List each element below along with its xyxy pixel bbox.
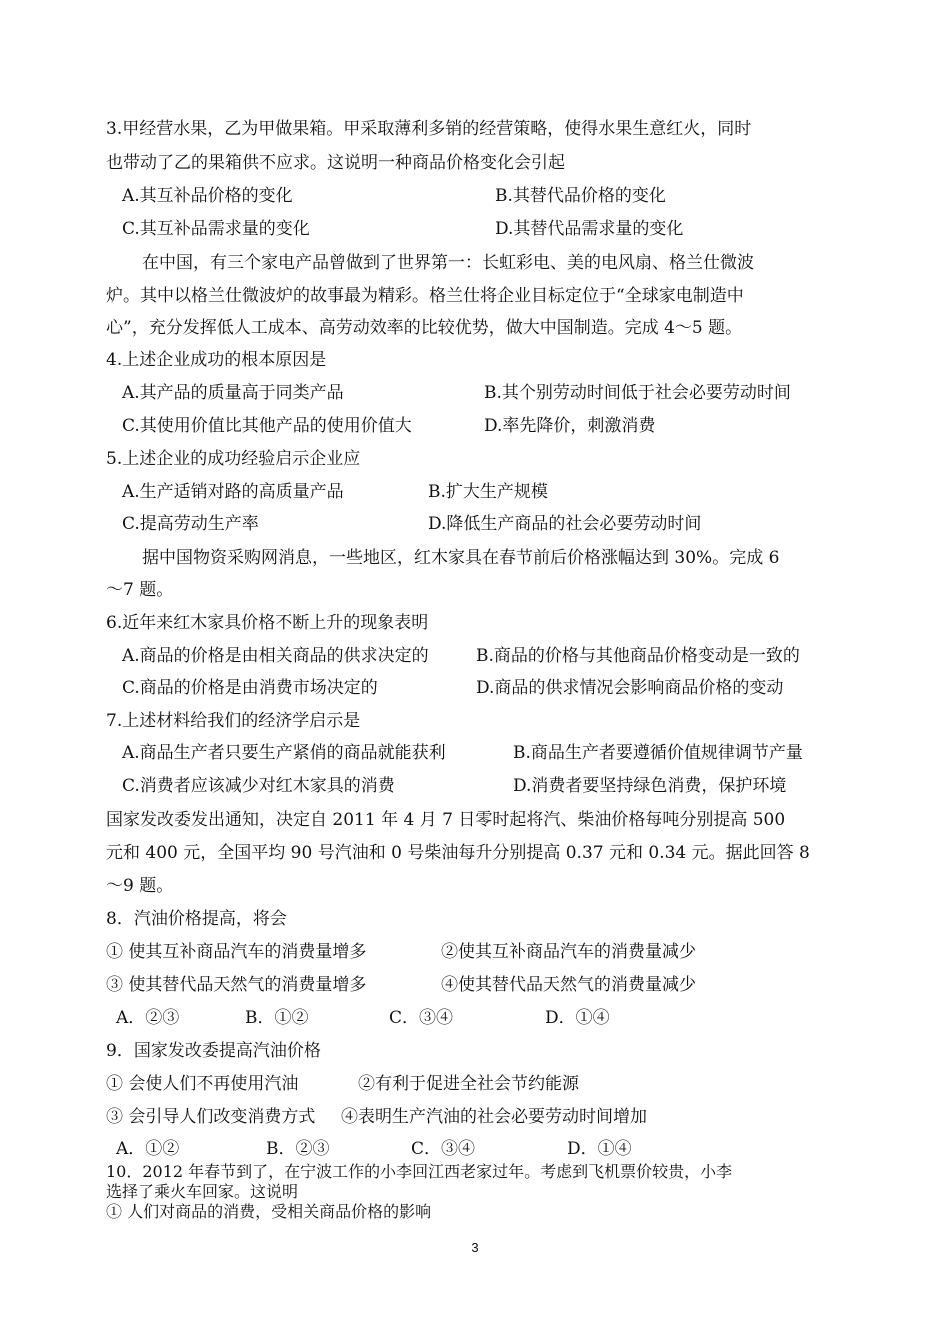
q9-option-a: A．①② xyxy=(116,1139,180,1159)
q7-option-a: A.商品生产者只要生产紧俏的商品就能获利 xyxy=(122,743,446,763)
q5-stem: 5.上述企业的成功经验启示企业应 xyxy=(106,449,361,469)
material-6-7-line-2: ～7 题。 xyxy=(106,580,174,600)
material-8-9-line-1: 国家发改委发出通知，决定自 2011 年 4 月 7 日零时起将汽、柴油价格每吨分别提高 500 xyxy=(106,810,786,830)
q8-option-b: B．①② xyxy=(245,1008,309,1028)
material-4-5-line-2: 炉。其中以格兰仕微波炉的故事最为精彩。格兰仕将企业目标定位于“全球家电制造中 xyxy=(106,286,744,306)
q8-stem: 8．汽油价格提高，将会 xyxy=(106,909,287,929)
q10-statement-1: ① 人们对商品的消费，受相关商品价格的影响 xyxy=(106,1202,432,1221)
q3-option-d: D.其替代品需求量的变化 xyxy=(495,219,684,239)
q4-stem: 4.上述企业成功的根本原因是 xyxy=(106,350,327,370)
q5-option-b: B.扩大生产规模 xyxy=(428,482,548,502)
q9-stem: 9．国家发改委提高汽油价格 xyxy=(106,1041,321,1061)
q9-statement-1: ① 会使人们不再使用汽油 xyxy=(106,1074,299,1094)
q6-option-a: A.商品的价格是由相关商品的供求决定的 xyxy=(122,646,429,666)
q7-option-c: C.消费者应该减少对红木家具的消费 xyxy=(122,776,395,796)
material-4-5-line-3: 心”，充分发挥低人工成本、高劳动效率的比较优势，做大中国制造。完成 4～5 题。 xyxy=(106,318,743,338)
q9-option-b: B．②③ xyxy=(266,1139,330,1159)
q10-stem-line-2: 选择了乘火车回家。这说明 xyxy=(106,1182,299,1201)
q4-option-a: A.其产品的质量高于同类产品 xyxy=(122,383,344,403)
q3-option-c: C.其互补品需求量的变化 xyxy=(122,219,310,239)
material-4-5-line-1: 在中国，有三个家电产品曾做到了世界第一：长虹彩电、美的电风扇、格兰仕微波 xyxy=(142,253,754,273)
q5-option-d: D.降低生产商品的社会必要劳动时间 xyxy=(428,514,702,534)
q8-option-c: C．③④ xyxy=(389,1008,454,1028)
q6-stem: 6.近年来红木家具价格不断上升的现象表明 xyxy=(106,613,429,633)
q8-statement-2: ②使其互补商品汽车的消费量减少 xyxy=(441,942,696,962)
material-8-9-line-3: ～9 题。 xyxy=(106,876,174,896)
q9-statement-4: ④表明生产汽油的社会必要劳动时间增加 xyxy=(341,1107,647,1127)
q6-option-b: B.商品的价格与其他商品价格变动是一致的 xyxy=(476,646,800,666)
q9-statement-3: ③ 会引导人们改变消费方式 xyxy=(106,1107,316,1127)
q8-option-a: A．②③ xyxy=(116,1008,180,1028)
q9-option-c: C．③④ xyxy=(411,1139,476,1159)
q5-option-c: C.提高劳动生产率 xyxy=(122,514,259,534)
q6-option-d: D.商品的供求情况会影响商品价格的变动 xyxy=(476,678,784,698)
q8-statement-3: ③ 使其替代品天然气的消费量增多 xyxy=(106,975,367,995)
q4-option-b: B.其个别劳动时间低于社会必要劳动时间 xyxy=(484,383,791,403)
q7-stem: 7.上述材料给我们的经济学启示是 xyxy=(106,711,361,731)
q5-option-a: A.生产适销对路的高质量产品 xyxy=(122,482,344,502)
q8-option-d: D．①④ xyxy=(545,1008,610,1028)
material-6-7-line-1: 据中国物资采购网消息，一些地区，红木家具在春节前后价格涨幅达到 30%。完成 6 xyxy=(142,548,780,568)
q10-stem-line-1: 10．2012 年春节到了，在宁波工作的小李回江西老家过年。考虑到飞机票价较贵，小李 xyxy=(106,1162,733,1181)
q3-stem-line-1: 3.甲经营水果，乙为甲做果箱。甲采取薄利多销的经营策略，使得水果生意红火，同时 xyxy=(106,119,752,139)
q4-option-c: C.其使用价值比其他产品的使用价值大 xyxy=(122,416,412,436)
q3-option-b: B.其替代品价格的变化 xyxy=(495,186,666,206)
q3-option-a: A.其互补品价格的变化 xyxy=(122,186,293,206)
q9-statement-2: ②有利于促进全社会节约能源 xyxy=(358,1074,579,1094)
page-number: 3 xyxy=(471,1240,479,1255)
material-8-9-line-2: 元和 400 元，全国平均 90 号汽油和 0 号柴油每升分别提高 0.37 元和 0.34 元。据此回答 8 xyxy=(106,843,810,863)
q4-option-d: D.率先降价，刺激消费 xyxy=(484,416,656,436)
q3-stem-line-2: 也带动了乙的果箱供不应求。这说明一种商品价格变化会引起 xyxy=(106,153,565,173)
q7-option-b: B.商品生产者要遵循价值规律调节产量 xyxy=(513,743,803,763)
q6-option-c: C.商品的价格是由消费市场决定的 xyxy=(122,678,378,698)
q9-option-d: D．①④ xyxy=(567,1139,632,1159)
q7-option-d: D.消费者要坚持绿色消费，保护环境 xyxy=(513,776,787,796)
q8-statement-4: ④使其替代品天然气的消费量减少 xyxy=(441,975,696,995)
q8-statement-1: ① 使其互补商品汽车的消费量增多 xyxy=(106,942,367,962)
